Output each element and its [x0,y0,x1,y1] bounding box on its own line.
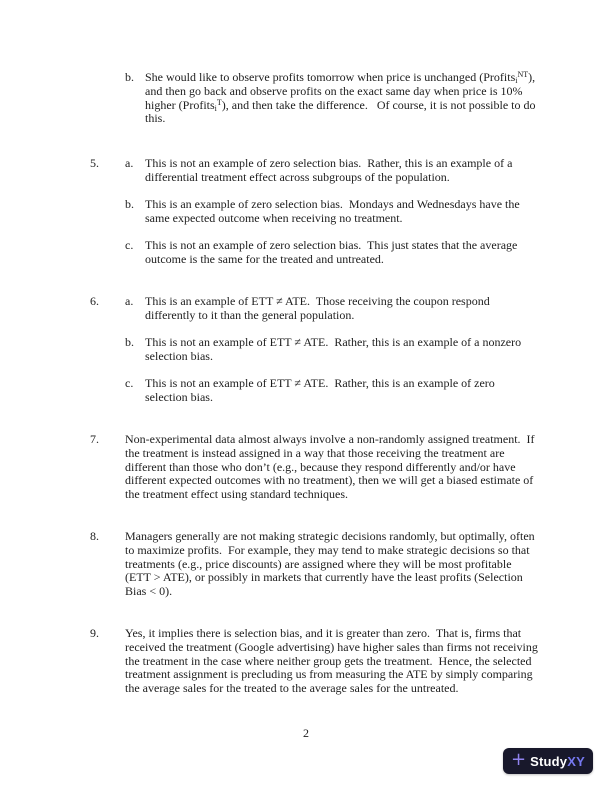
answer-line: the treatment is instead assigned in a way that those receiving the treatment are [125,445,505,460]
answer-line: and then go back and observe profits on the exact same day when price is 10% [145,83,523,98]
answer-line: She would like to observe profits tomorrow when price is unchanged (Profits$_i^{NT}$), [145,70,536,85]
answer-line: different than those who don’t (e.g., because they respond differently and/or have [125,459,516,474]
part-label: c. [125,376,134,390]
answer-line: the treatment effect using standard techniques. [125,487,349,502]
part-label: b. [125,70,134,84]
answer-line: Yes, it implies there is selection bias, and it is greater than zero. That is, firms that [125,626,522,640]
part-label: a. [125,156,134,170]
answer-line: the treatment in the case where neither group gets the treatment. Hence, the selected [125,653,532,668]
answer-line: selection bias. [145,389,213,404]
studyxy-logo [503,748,593,774]
question-9 [90,627,538,696]
answer-line: (ETT > ATE), or possibly in markets that currently have the least profits (Selection [125,570,523,585]
answer-line: differential treatment effect across subgroups of the population. [145,169,450,184]
answer-line: to maximize profits. For example, they may tend to make strategic decisions so that [125,542,530,557]
part-label: b. [125,335,134,349]
answer-line: Managers generally are not making strategic decisions randomly, but optimally, often [125,529,535,543]
answer-line: the average sales for the treated to the average sales for the untreated. [125,681,459,696]
answer-line: outcome is the same for the treated and untreated. [145,251,384,266]
part-label: a. [125,294,134,308]
answer-line: higher (Profits$_i^T$), and then take the difference. Of course, it is not possible to do [145,97,536,113]
answer-line: This is not an example of zero selection bias. This just states that the average [145,238,518,252]
plus-icon: + [511,749,527,770]
part-label: b. [125,197,134,211]
answer-line: different expected outcomes with no treatment), then we will get a biased estimate of [125,473,534,488]
answer-line: this. [145,111,166,126]
answer-item-6b [125,336,521,364]
answer-line: This is not an example of ETT ≠ ATE. Rather, this is an example of a nonzero [145,335,522,349]
answer-item-6a [125,295,490,323]
answer-item-4b [125,71,535,126]
question-number: 7. [90,432,99,446]
studyxy-wordmark [530,754,585,769]
answer-line: This is an example of zero selection bias. Mondays and Wednesdays have the [145,197,520,211]
answer-item-5c [125,239,517,267]
answer-line: Non-experimental data almost always involve a non-randomly assigned treatment. If [125,432,535,446]
question-8 [90,530,535,599]
brand-name-secondary: XY [567,753,585,769]
answer-line: treatments (e.g., price discounts) are assigned where they will be most profitable [125,556,512,571]
answer-line: treatment assignment is precluding us from measuring the ATE by simply comparing [125,667,533,682]
brand-name-primary: Study [530,753,568,769]
answer-line: received the treatment (Google advertising) have higher sales than firms not receiving [125,639,538,654]
answer-item-5b [125,198,520,226]
question-7 [90,433,535,502]
answer-item-5a [125,157,512,185]
answer-line: Bias < 0). [125,584,173,599]
question-number: 8. [90,529,99,543]
question-number: 6. [90,294,99,308]
question-number: 5. [90,156,99,170]
answer-line: selection bias. [145,348,213,363]
answer-line: This is an example of ETT ≠ ATE. Those receiving the coupon respond [145,294,490,308]
answer-line: This is not an example of zero selection bias. Rather, this is an example of a [145,156,513,170]
footer-page-number: 2 [303,726,309,740]
question-number: 9. [90,626,99,640]
answer-line: differently to it than the general population. [145,307,355,322]
answer-line: same expected outcome when receiving no treatment. [145,210,403,225]
answer-item-6c [125,377,495,405]
part-label: c. [125,238,134,252]
answer-line: This is not an example of ETT ≠ ATE. Rather, this is an example of zero [145,376,495,390]
